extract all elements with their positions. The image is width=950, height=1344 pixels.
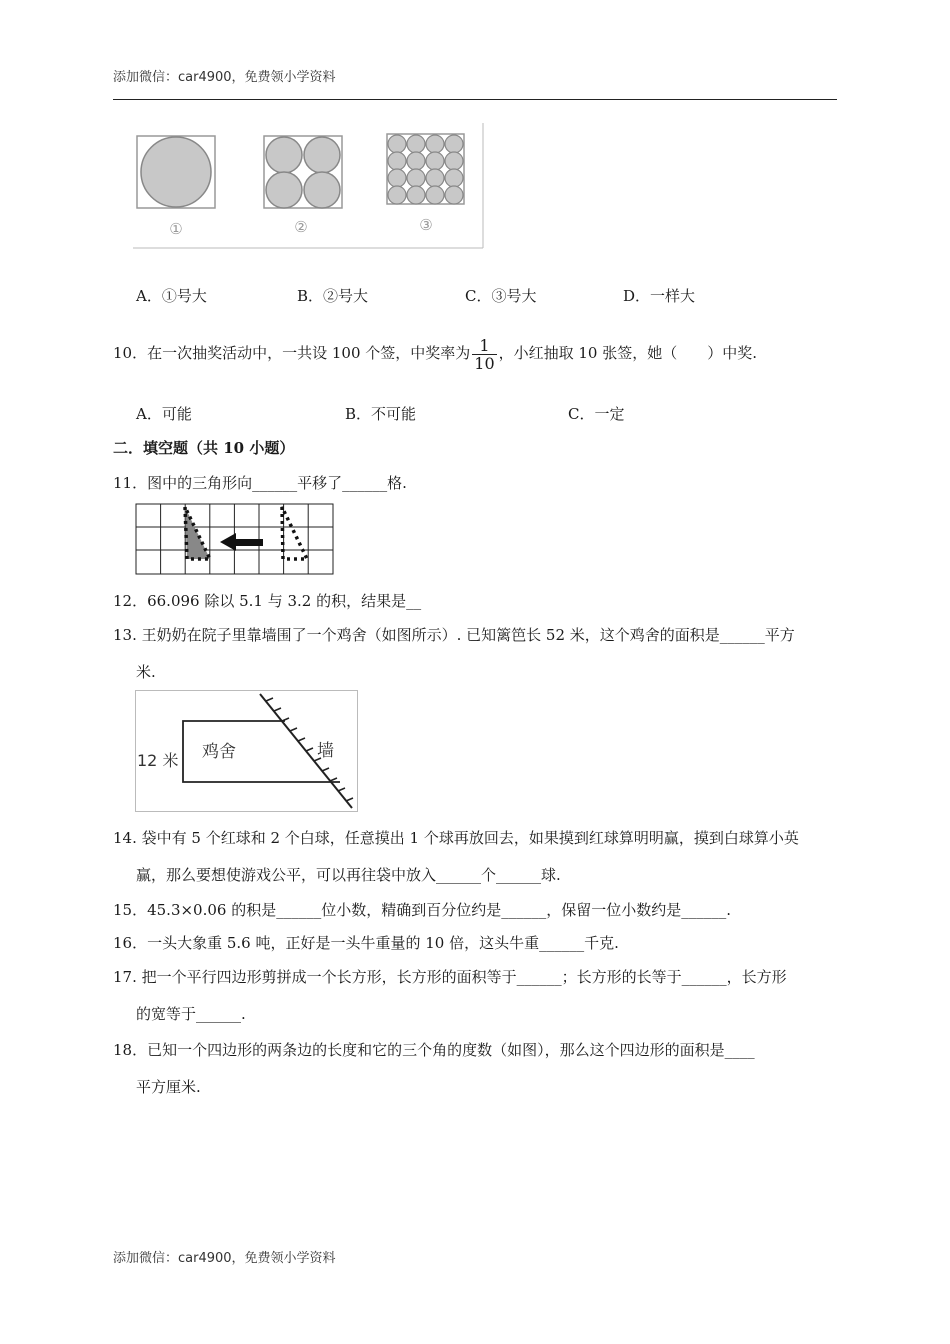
- q9-option-a: A．①号大: [136, 287, 207, 305]
- q13-question-line1: 13. 王奶奶在院子里靠墙围了一个鸡舍（如图所示）. 已知篱笆长 52 米，这个鸡舍的面积是______平方: [113, 626, 795, 644]
- q10-option-c: C．一定: [568, 405, 625, 423]
- q9-option-d: D．一样大: [623, 287, 696, 305]
- coop-label: 鸡舍: [202, 742, 236, 762]
- page-header: 添加微信：car4900，免费领小学资料: [113, 70, 336, 85]
- q13-question-line2: 米.: [136, 663, 156, 681]
- header-divider: [113, 99, 837, 100]
- q14-question-line2: 赢，那么要想使游戏公平，可以再往袋中放入______个______球.: [136, 866, 561, 884]
- left-arrow-icon: [220, 533, 263, 551]
- q10-question: [113, 335, 757, 372]
- fig-label-3: ③: [419, 216, 433, 234]
- q10-fraction: [472, 337, 496, 372]
- q10-option-b: B．不可能: [345, 405, 417, 423]
- q10-text-after: ，小红抽取 10 张签，她（ ）中奖.: [498, 344, 758, 362]
- q9-option-b: B．②号大: [297, 287, 369, 305]
- fig-label-2: ②: [294, 218, 308, 236]
- q11-question: 11．图中的三角形向______平移了______格.: [113, 474, 407, 492]
- circles-small: [388, 135, 463, 204]
- page-footer: 添加微信：car4900，免费领小学资料: [113, 1251, 336, 1266]
- section-title: 二．填空题（共 10 小题）: [113, 439, 295, 457]
- wall-label: 墙: [317, 741, 334, 761]
- side-length-label: 12 米: [137, 751, 179, 770]
- q18-question-line1: 18．已知一个四边形的两条边的长度和它的三个角的度数（如图），那么这个四边形的面积是____: [113, 1041, 755, 1059]
- q14-question-line1: 14. 袋中有 5 个红球和 2 个白球，任意摸出 1 个球再放回去，如果摸到红球算明明赢，摸到白球算小英: [113, 829, 799, 847]
- circle-large: [141, 137, 211, 207]
- wall-hatching: [266, 698, 353, 801]
- frac-denominator: 10: [474, 353, 495, 373]
- q16-question: 16．一头大象重 5.6 吨，正好是一头牛重量的 10 倍，这头牛重______千克.: [113, 934, 619, 952]
- triangle-moved: [185, 507, 210, 559]
- q11-grid-figure: [135, 503, 335, 576]
- circles-medium: [266, 137, 340, 208]
- triangle-original: [282, 507, 307, 559]
- q10-text-before: 10．在一次抽奖活动中，一共设 100 个签，中奖率为: [113, 344, 471, 362]
- q12-question: 12．66.096 除以 5.1 与 3.2 的积，结果是__: [113, 592, 422, 610]
- fig-label-1: ①: [169, 220, 183, 238]
- q9-option-c: C．③号大: [465, 287, 537, 305]
- frac-numerator: 1: [472, 337, 496, 355]
- q18-question-line2: 平方厘米.: [136, 1078, 201, 1096]
- q9-figure: [133, 123, 488, 253]
- q17-question-line1: 17. 把一个平行四边形剪拼成一个长方形，长方形的面积等于______；长方形的长等于______，长方形: [113, 968, 787, 986]
- q15-question: 15．45.3×0.06 的积是______位小数，精确到百分位约是______，保留一位小数约是______.: [113, 901, 731, 919]
- q13-coop-figure: [135, 690, 360, 814]
- q10-option-a: A．可能: [136, 405, 192, 423]
- q17-question-line2: 的宽等于______.: [136, 1005, 246, 1023]
